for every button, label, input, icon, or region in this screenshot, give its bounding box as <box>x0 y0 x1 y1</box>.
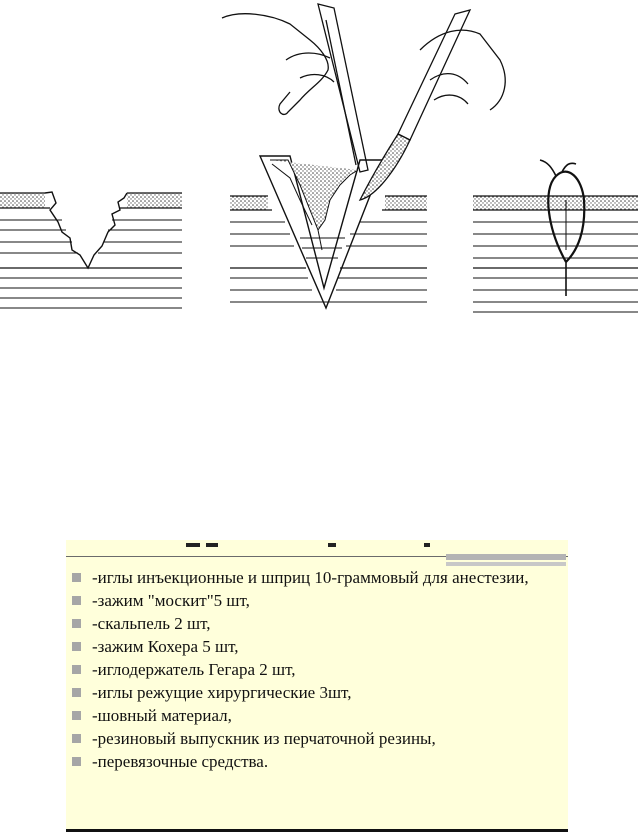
list-item: -резиновый выпускник из перчаточной резины, <box>72 729 562 748</box>
wound-excision-figure <box>222 4 505 308</box>
wound-debridement-illustration <box>0 0 638 330</box>
decorative-bars <box>446 554 566 566</box>
instruments-panel <box>66 540 568 832</box>
square-bullet-icon <box>72 642 81 651</box>
list-item: -зажим Кохера 5 шт, <box>72 637 562 656</box>
list-item: -скальпель 2 шт, <box>72 614 562 633</box>
square-bullet-icon <box>72 596 81 605</box>
wound-sutured-figure <box>473 160 638 312</box>
list-item: -зажим "москит"5 шт, <box>72 591 562 610</box>
list-item: -иглы режущие хирургические 3шт, <box>72 683 562 702</box>
cropped-heading-text <box>166 542 466 548</box>
list-item: -перевязочные средства. <box>72 752 562 771</box>
scalpel-hand-drawing <box>360 10 505 200</box>
forceps-hand-drawing <box>222 4 368 172</box>
square-bullet-icon <box>72 734 81 743</box>
list-item: -иглодержатель Гегара 2 шт, <box>72 660 562 679</box>
list-item: -шовный материал, <box>72 706 562 725</box>
square-bullet-icon <box>72 665 81 674</box>
square-bullet-icon <box>72 711 81 720</box>
square-bullet-icon <box>72 757 81 766</box>
instruments-list <box>72 568 562 775</box>
list-item: -иглы инъекционные и шприц 10-граммовый для анестезии, <box>72 568 562 587</box>
wound-before-figure <box>0 192 182 308</box>
square-bullet-icon <box>72 619 81 628</box>
square-bullet-icon <box>72 573 81 582</box>
square-bullet-icon <box>72 688 81 697</box>
